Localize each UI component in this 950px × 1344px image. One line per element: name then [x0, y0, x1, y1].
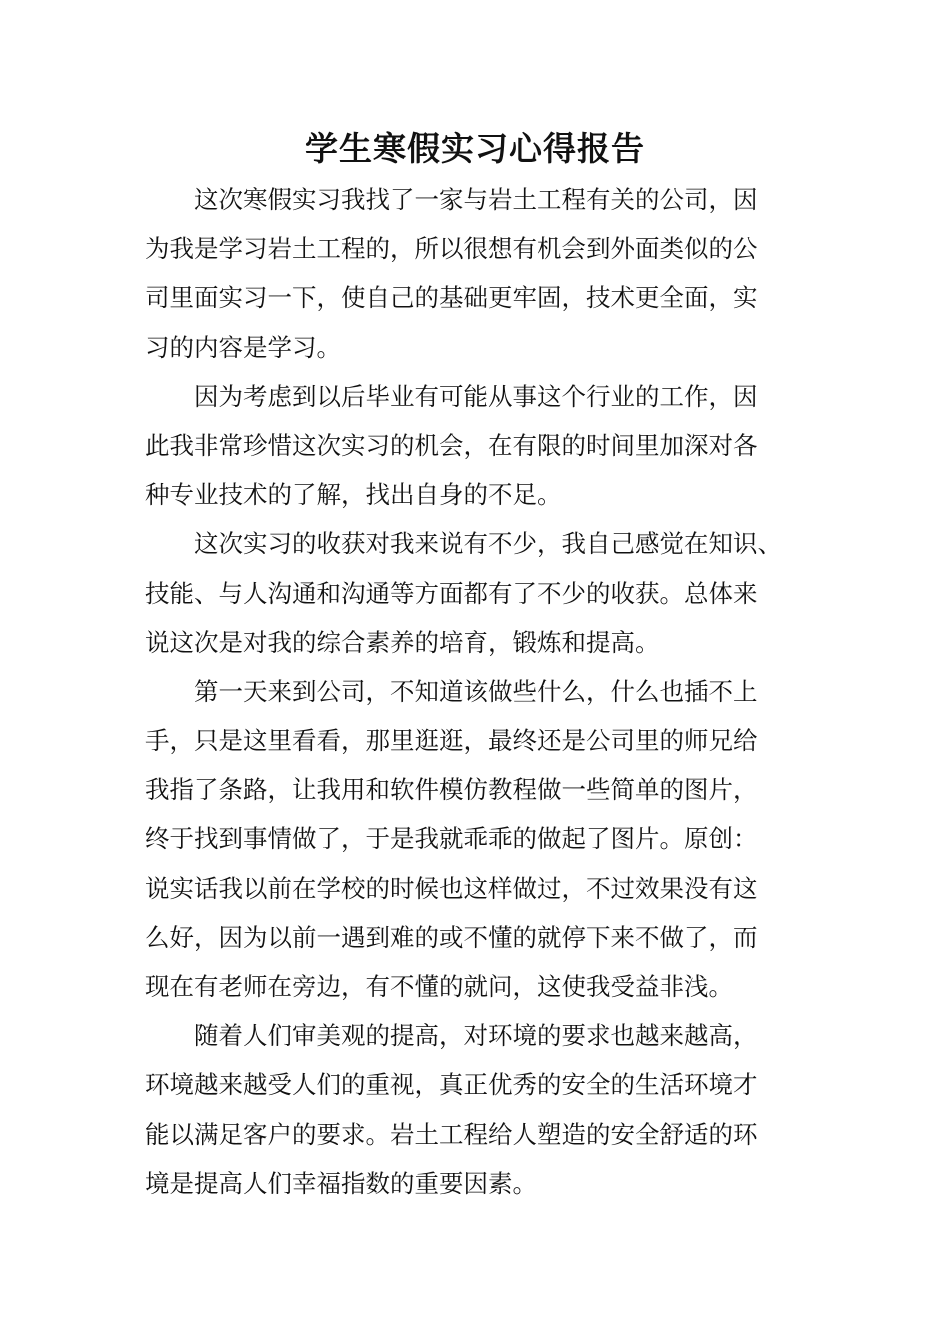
paragraph-line: 种专业技术的了解，找出自身的不足。: [145, 480, 562, 510]
document-body: [145, 175, 820, 1208]
paragraph-line: 手，只是这里看看，那里逛逛，最终还是公司里的师兄给: [145, 726, 758, 756]
paragraph-line: 这次实习的收获对我来说有不少，我自己感觉在知识、: [194, 529, 782, 559]
paragraph-line: 终于找到事情做了，于是我就乖乖的做起了图片。原创：: [145, 824, 758, 854]
paragraph-5: [145, 1011, 820, 1208]
paragraph-line: 为我是学习岩土工程的，所以很想有机会到外面类似的公: [145, 234, 758, 264]
paragraph-line: 随着人们审美观的提高，对环境的要求也越来越高，: [194, 1021, 758, 1051]
document-title: 学生寒假实习心得报告: [305, 129, 645, 168]
paragraph-3: [145, 519, 820, 667]
paragraph-line: 因为考虑到以后毕业有可能从事这个行业的工作，因: [194, 381, 758, 411]
paragraph-line: 现在有老师在旁边，有不懂的就问，这使我受益非浅。: [145, 972, 733, 1001]
paragraph-line: 这次寒假实习我找了一家与岩土工程有关的公司，因: [194, 185, 758, 214]
paragraph-line: 此我非常珍惜这次实习的机会，在有限的时间里加深对各: [145, 430, 758, 460]
paragraph-4: [145, 667, 820, 1011]
paragraph-2: [145, 372, 820, 520]
paragraph-line: 司里面实习一下，使自己的基础更牢固，技术更全面，实: [145, 283, 758, 313]
paragraph-line: 说这次是对我的综合素养的培育，锻炼和提高。: [145, 627, 660, 657]
paragraph-line: 环境越来越受人们的重视，真正优秀的安全的生活环境才: [145, 1070, 758, 1100]
paragraph-line: 第一天来到公司，不知道该做些什么，什么也插不上: [194, 676, 758, 706]
paragraph-line: 说实话我以前在学校的时候也这样做过，不过效果没有这: [145, 873, 758, 903]
paragraph-line: 么好，因为以前一遇到难的或不懂的就停下来不做了，而: [145, 922, 758, 952]
paragraph-line: 我指了条路，让我用和软件模仿教程做一些简单的图片，: [145, 775, 758, 805]
paragraph-1: [145, 175, 820, 372]
paragraph-line: 技能、与人沟通和沟通等方面都有了不少的收获。总体来: [145, 578, 758, 608]
paragraph-line: 习的内容是学习。: [145, 332, 341, 362]
paragraph-line: 能以满足客户的要求。岩土工程给人塑造的安全舒适的环: [145, 1119, 758, 1149]
paragraph-line: 境是提高人们幸福指数的重要因素。: [145, 1168, 537, 1198]
